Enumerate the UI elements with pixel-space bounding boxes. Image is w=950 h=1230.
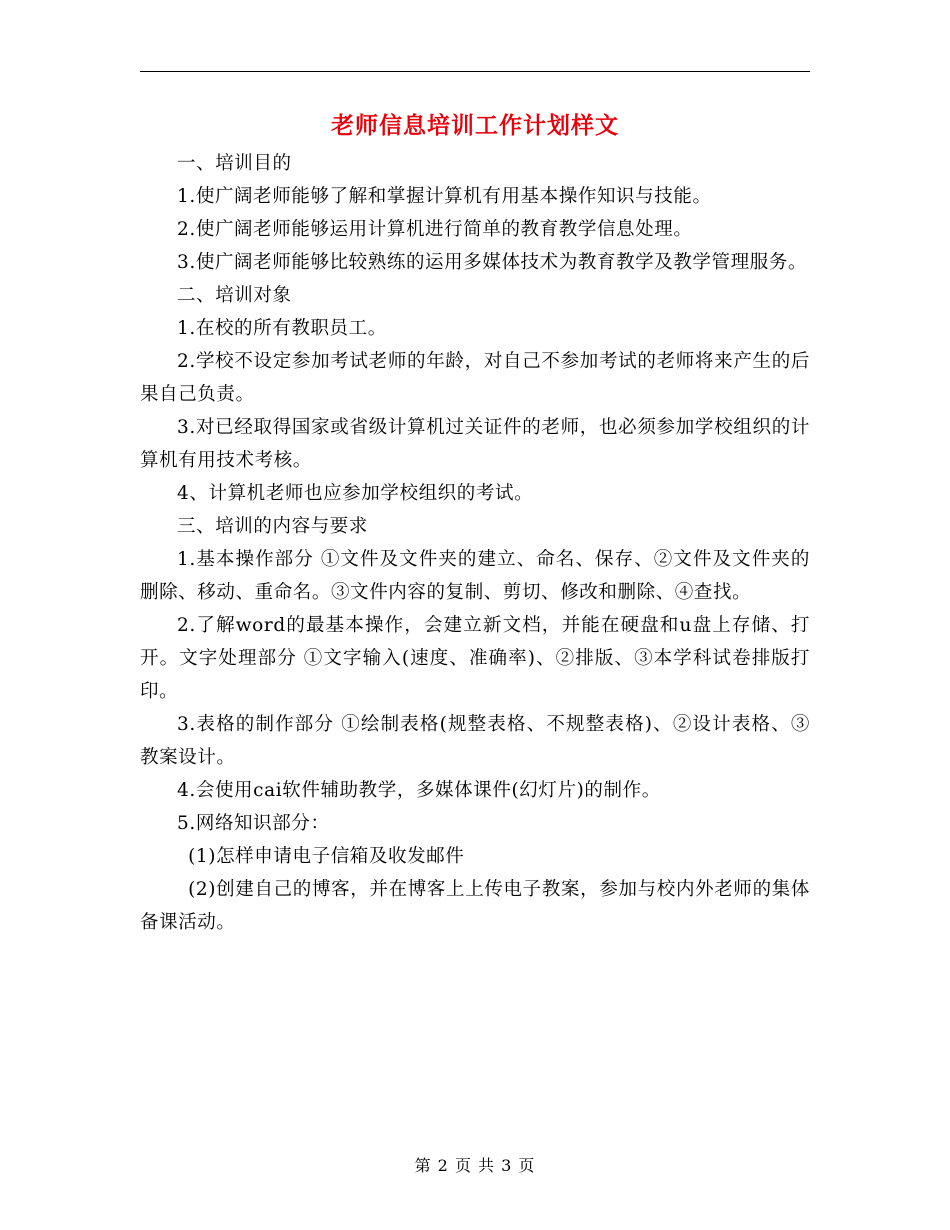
paragraph: 3.对已经取得国家或省级计算机过关证件的老师，也必须参加学校组织的计算机有用技术考核。 <box>140 417 810 471</box>
paragraph: 2.使广阔老师能够运用计算机进行简单的教育教学信息处理。 <box>177 219 693 240</box>
paragraph: 1.在校的所有教职员工。 <box>177 318 387 339</box>
paragraph: 4.会使用cai软件辅助教学，多媒体课件(幻灯片)的制作。 <box>177 780 661 801</box>
paragraph: 5.网络知识部分： <box>177 813 330 834</box>
paragraph: 3.使广阔老师能够比较熟练的运用多媒体技术为教育教学及教学管理服务。 <box>177 252 808 273</box>
section-heading-content: 三、培训的内容与要求 <box>177 516 369 537</box>
paragraph: 1.基本操作部分 ①文件及文件夹的建立、命名、保存、②文件及文件夹的删除、移动、重命名。③文件内容的复制、剪切、修改和删除、④查找。 <box>140 549 810 603</box>
paragraph: 4、计算机老师也应参加学校组织的考试。 <box>177 483 534 504</box>
page-number: 第 2 页 共 3 页 <box>414 1156 536 1175</box>
document-title: 老师信息培训工作计划样文 <box>331 112 619 139</box>
paragraph: 3.表格的制作部分 ①绘制表格(规整表格、不规整表格)、②设计表格、③教案设计。 <box>140 714 810 768</box>
header-rule <box>140 71 810 72</box>
sub-item: (2)创建自己的博客，并在博客上上传电子教案，参加与校内外老师的集体备课活动。 <box>140 879 810 933</box>
section-heading-purpose: 一、培训目的 <box>177 153 292 174</box>
paragraph: 2.了解word的最基本操作，会建立新文档，并能在硬盘和u盘上存储、打开。文字处理部分 ①文字输入(速度、准确率)、②排版、③本学科试卷排版打印。 <box>140 615 810 702</box>
section-heading-target: 二、培训对象 <box>177 285 292 306</box>
paragraph: 1.使广阔老师能够了解和掌握计算机有用基本操作知识与技能。 <box>177 186 712 207</box>
document-body <box>140 147 810 939</box>
paragraph: 2.学校不设定参加考试老师的年龄，对自己不参加考试的老师将来产生的后果自己负责。 <box>140 351 810 405</box>
sub-item: (1)怎样申请电子信箱及收发邮件 <box>188 846 465 867</box>
